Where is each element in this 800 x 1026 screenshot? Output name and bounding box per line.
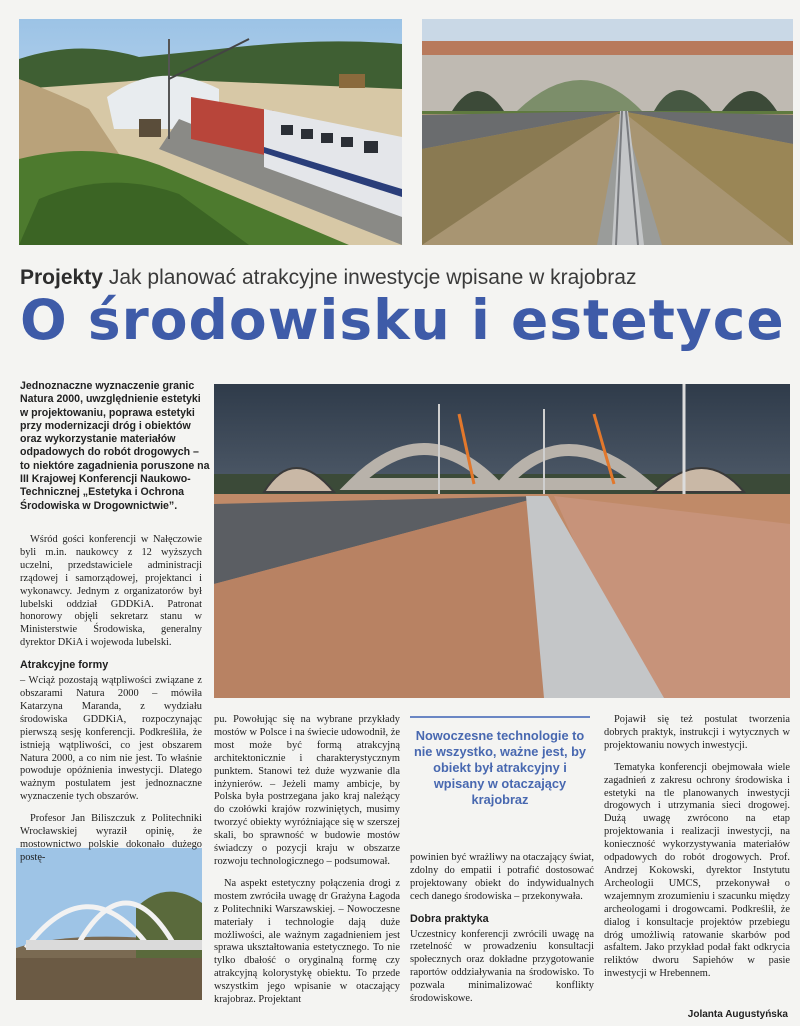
- column-3: [410, 852, 594, 1015]
- photo-animal-overpass: [422, 19, 793, 245]
- column-1: [20, 534, 202, 874]
- photo-railway-tunnel: [19, 19, 402, 245]
- section-kicker: [20, 266, 790, 290]
- col2-paragraph-2: Na aspekt estetyczny połączenia drogi z mostem zwróciła uwagę dr Grażyna Łagoda z Politechniki Warszawskiej. – Nowoczesne materiały i technologie dają duże możliwości, ale ważnym zagadnieniem jest sprawa ukształtowania estetycznego. To nie tylko dbałość o oryginalną formę czy atrakcyjną kolorystykę obiektu. To przede wszystkim jego wpisanie w otaczający krajobraz. Projektant: [214, 877, 400, 1006]
- article-lead: Jednoznaczne wyznaczenie granic Natura 2000, uwzględnienie estetyki w projektowaniu, poprawa estetyki przy modernizacji dróg i obiektów oraz wykorzystanie materiałów odpadowych do robót drogowych – to niektóre zagadnienia poruszone na III Krajowej Konferencji Naukowo-Technicznej „Estetyka i Ochrona Środowiska w Drogownictwie”.: [20, 380, 210, 512]
- kicker-text: Jak planować atrakcyjne inwestycje wpisane w krajobraz: [108, 266, 637, 289]
- column-4: [604, 714, 790, 990]
- col1-paragraph-3: Profesor Jan Biliszczuk z Politechniki Wrocławskiej wyraził opinię, że mostownictwo polskie dokonało dużego postę-: [20, 813, 202, 863]
- col2-paragraph-1: pu. Powołując się na wybrane przykłady mostów w Polsce i na świecie udowodnił, że most może być formą atrakcyjną architektonicznie i charakterystycznym punktem. Stanowi też duże wyzwanie dla inżynierów. – Jeżeli mamy ambicje, by Polska była postrzegana jako kraj należący do czołówki krajów rozwiniętych, musimy tworzyć obiekty wyróżniające się w szerszej skali, bo sprawność w budowie mostów świadczy o pozycji kraju w obszarze rozwoju technologicznego – podsumował.: [214, 714, 400, 867]
- subhead-dobra-praktyka: Dobra praktyka: [410, 912, 489, 925]
- author-byline: Jolanta Augustyńska: [687, 1009, 788, 1020]
- col1-paragraph-1: Wśród gości konferencji w Nałęczowie byli m.in. naukowcy z 12 wyższych uczelni, przedstawiciele administracji rządowej i samorządowej, projektanci i wykonawcy. Jednym z organizatorów był lubelski oddział GDDKiA. Patronat honorowy objęli sekretarz stanu w Ministerstwie Środowiska, generalny dyrektor DKiA i wojewoda lubelski.: [20, 534, 202, 649]
- pull-quote: Nowoczesne technologie to nie wszystko, ważne jest, by obiekt był atrakcyjny i wpisany w otaczający krajobraz: [410, 716, 590, 832]
- col3-paragraph-2: Uczestnicy konferencji zwrócili uwagę na rzetelność w prowadzeniu konsultacji społecznych oraz dokładne przygotowanie raportów oddziaływania na środowisko. To pozwala minimalizować konflikty środowiskowe.: [410, 928, 594, 1005]
- article-title: O środowisku i estetyce: [20, 288, 785, 352]
- col4-paragraph-1: Pojawił się też postulat tworzenia dobrych praktyk, instrukcji i wytycznych w projektowaniu nowych inwestycji.: [604, 714, 790, 751]
- col4-paragraph-2: Tematyka konferencji obejmowała wiele zagadnień z zakresu ochrony środowiska i estetyki na tle planowanych inwestycji drogowych i utrzymania sieci drogowej. Dużą uwagę zwrócono na etap projektowania i realizacji inwestycji, na konieczność wykorzystywania materiałów odpadowych do robót drogowych. Prof. Andrzej Kokowski, dyrektor Instytutu Archeologii UMCS, przekonywał o wzajemnym zrozumieniu i szacunku między archeologami i drogowcami. Podkreślił, że dialog i konsultacje projektów przebiegu dróg umożliwią ratowanie skarbów pod asfaltem. Jako przykład podał fakt odkrycia reliktów dworu Sapiehów w pasie inwestycji w Hrebennem.: [604, 761, 790, 980]
- photo-overpass-construction: [214, 384, 790, 698]
- col1-paragraph-2: – Wciąż pozostają wątpliwości związane z obszarami Natura 2000 – mówiła Katarzyna Maranda, z wydziału środowiska GDDKiA, rozpoczynając pierwszą sesję konferencji. Podkreśliła, że istnieją wątpliwości, co jest obszarem Natura 2000, a co nim nie jest. To właśnie powoduje opóźnienia inwestycji. Dlatego ważnym postulatem jest jednoznaczne wyznaczenie tych obszarów.: [20, 675, 202, 803]
- col3-paragraph-1: powinien być wrażliwy na otaczający świat, zdolny do empatii i potrafić dostosować projektowany obiekt do indywidualnych cech danego środowiska – przekonywała.: [410, 852, 594, 902]
- column-2: [214, 714, 400, 1016]
- section-label: Projekty: [20, 266, 103, 289]
- subhead-atrakcyjne-formy: Atrakcyjne formy: [20, 659, 109, 672]
